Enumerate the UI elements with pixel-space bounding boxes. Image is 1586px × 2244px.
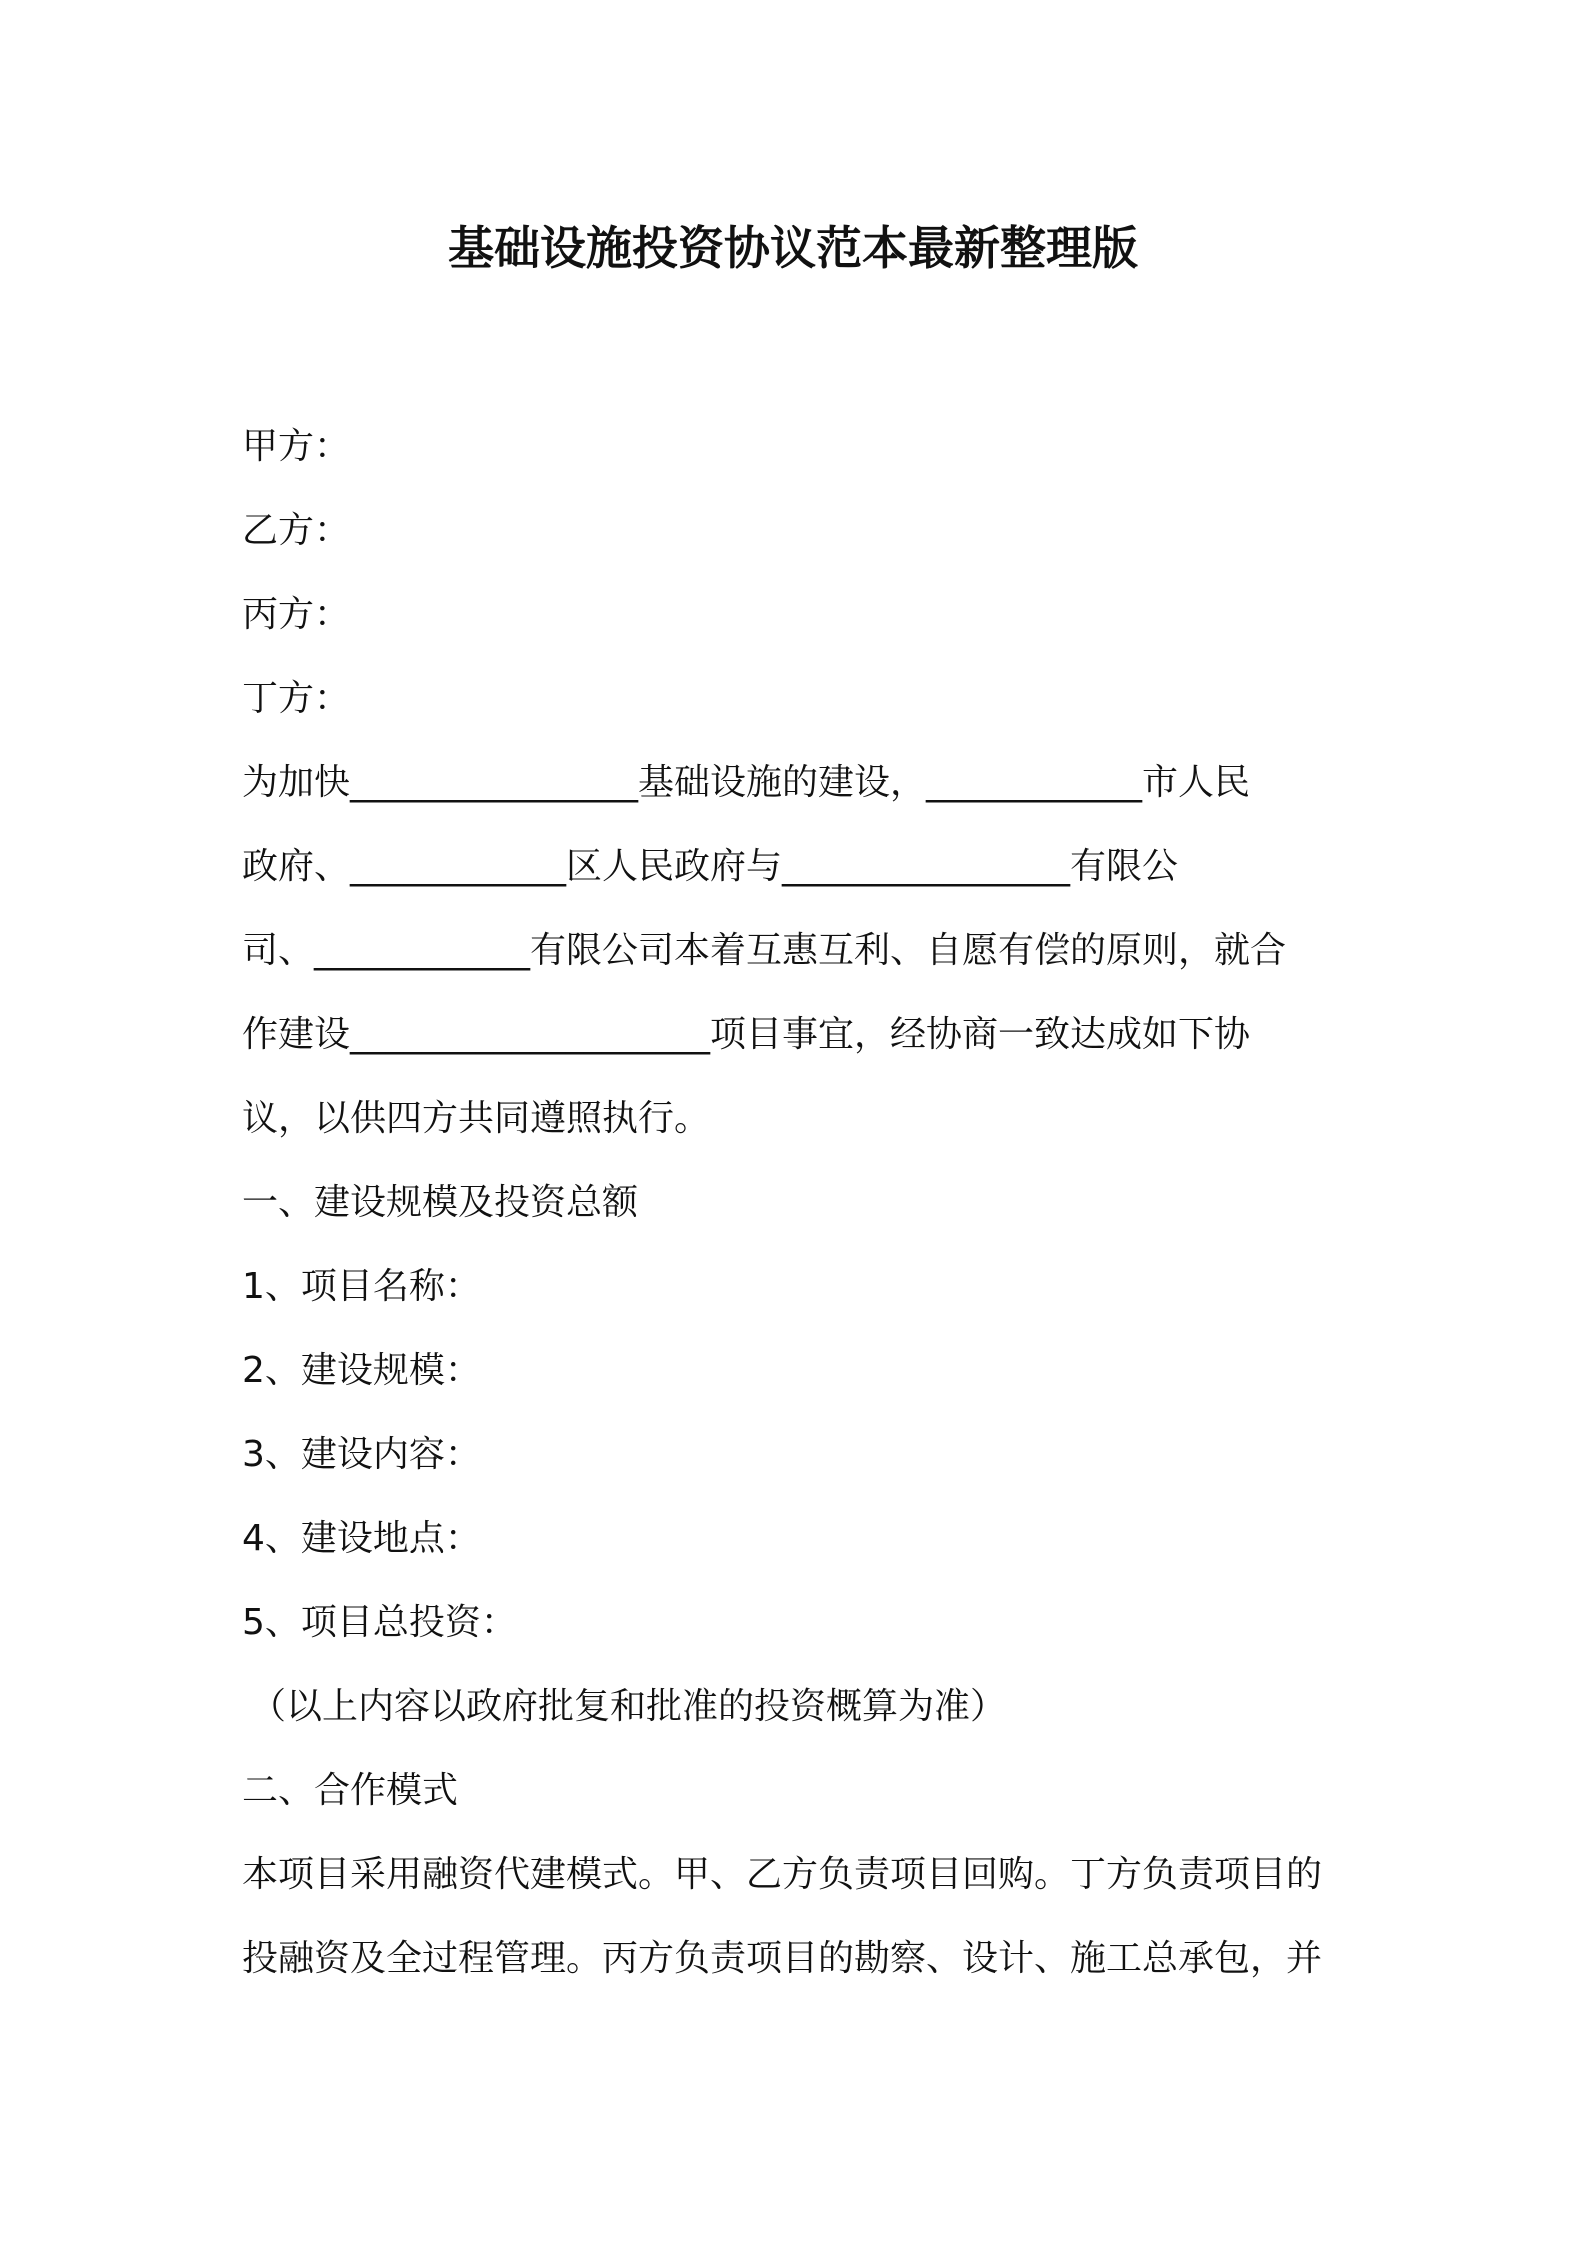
preamble-line: 为加快________________基础设施的建设，____________市人民 bbox=[242, 762, 1251, 803]
party-line-d: 丁方： bbox=[242, 678, 351, 719]
document-body bbox=[242, 405, 1362, 2001]
preamble-line: 司、____________有限公司本着互惠互利、自愿有偿的原则，就合 bbox=[242, 930, 1287, 971]
paragraph-line: 投融资及全过程管理。丙方负责项目的勘察、设计、施工总承包，并 bbox=[242, 1938, 1323, 1979]
preamble-line: 作建设____________________项目事宜，经协商一致达成如下协 bbox=[242, 1014, 1251, 1055]
preamble-line: 议，以供四方共同遵照执行。 bbox=[242, 1098, 711, 1139]
party-line-c: 丙方： bbox=[242, 594, 351, 635]
document-title: 基础设施投资协议范本最新整理版 bbox=[448, 221, 1138, 275]
list-item: 2、建设规模： bbox=[242, 1350, 481, 1391]
list-item: 5、项目总投资： bbox=[242, 1602, 517, 1643]
list-item: 4、建设地点： bbox=[242, 1518, 481, 1559]
party-line-a: 甲方： bbox=[242, 426, 351, 467]
section-heading: 一、建设规模及投资总额 bbox=[242, 1182, 639, 1223]
preamble-line: 政府、____________区人民政府与________________有限公 bbox=[242, 846, 1179, 887]
section-heading: 二、合作模式 bbox=[242, 1770, 459, 1811]
paragraph-line: 本项目采用融资代建模式。甲、乙方负责项目回购。丁方负责项目的 bbox=[242, 1854, 1323, 1895]
section-note: （以上内容以政府批复和批准的投资概算为准） bbox=[250, 1686, 1007, 1727]
party-line-b: 乙方： bbox=[242, 510, 351, 551]
list-item: 3、建设内容： bbox=[242, 1434, 481, 1475]
list-item: 1、项目名称： bbox=[242, 1266, 481, 1307]
